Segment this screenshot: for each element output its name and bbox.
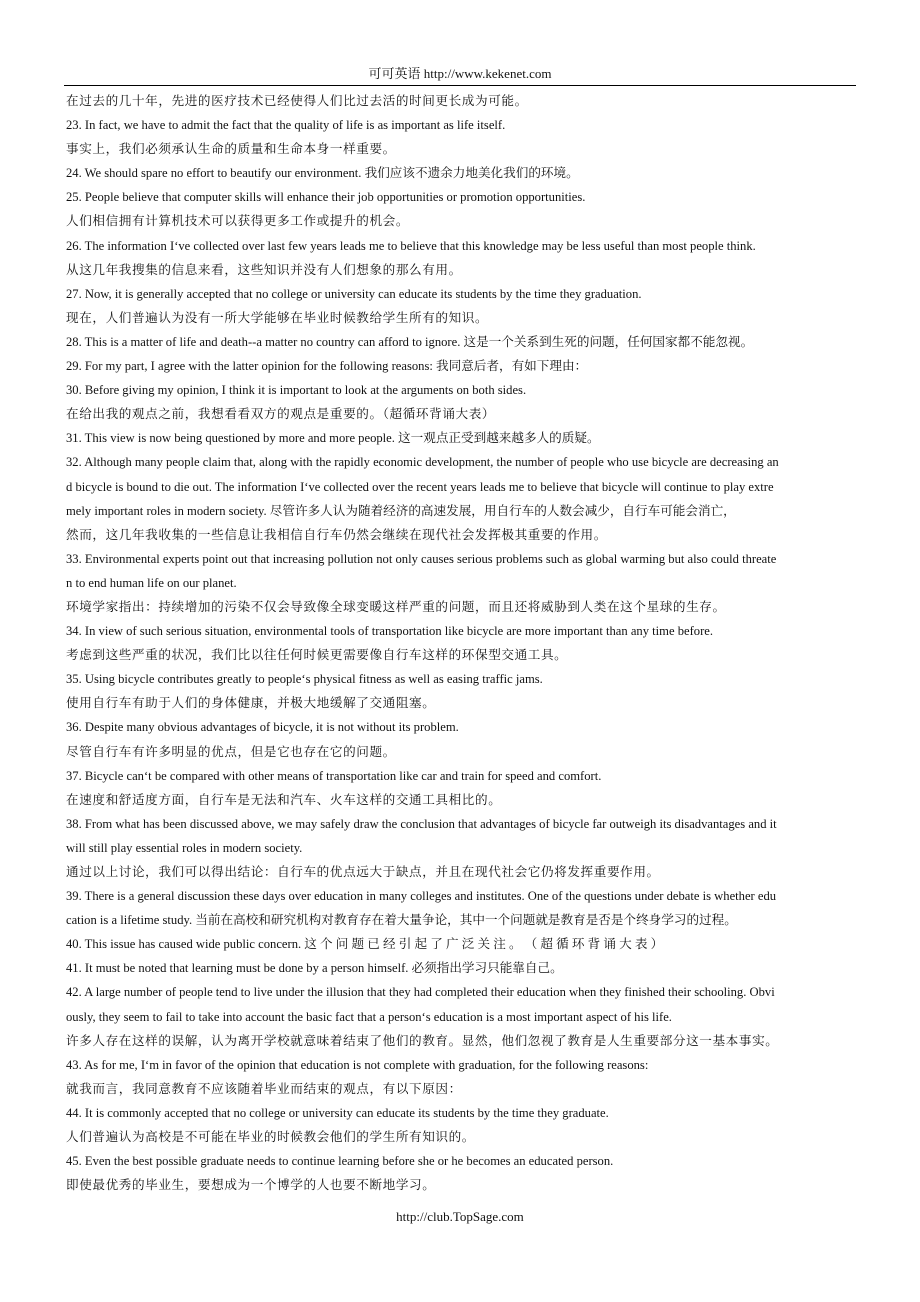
page-header: 可可英语 http://www.kekenet.com [368, 66, 552, 81]
text-line: d bicycle is bound to die out. The information I‘ve collected over the recent years leads me to believe that bicycle will continue to play extre [66, 479, 774, 494]
document-body [66, 89, 856, 1197]
text-line: 42. A large number of people tend to live under the illusion that they had completed their education when they finished their schooling. Obvi [66, 985, 775, 1000]
text-line: 从这几年我搜集的信息来看，这些知识并没有人们想象的那么有用。 [66, 262, 462, 277]
text-line: 41. It must be noted that learning must be done by a person himself. 必须指出学习只能靠自己。 [66, 961, 563, 976]
text-line: 现在，人们普遍认为没有一所大学能够在毕业时候教给学生所有的知识。 [66, 310, 489, 325]
text-line: 就我而言，我同意教育不应该随着毕业而结束的观点，有以下原因： [66, 1081, 462, 1096]
text-line: 在给出我的观点之前，我想看看双方的观点是重要的。（超循环背诵大表） [66, 407, 496, 422]
text-line: 24. We should spare no effort to beautify our environment. 我们应该不遗余力地美化我们的环境。 [66, 166, 579, 181]
text-line: 环境学家指出：持续增加的污染不仅会导致像全球变暖这样严重的问题，而且还将威胁到人类在这个星球的生存。 [66, 599, 726, 614]
page-footer: http://club.TopSage.com [396, 1209, 524, 1224]
text-line: 使用自行车有助于人们的身体健康，并极大地缓解了交通阻塞。 [66, 696, 436, 711]
text-line: 40. This issue has caused wide public concern. 这 个 问 题 已 经 引 起 了 广 泛 关 注 。 （ 超 循 环 背 诵 大 表 ） [66, 937, 664, 952]
text-line: 事实上，我们必须承认生命的质量和生命本身一样重要。 [66, 142, 396, 157]
text-line: 35. Using bicycle contributes greatly to people‘s physical fitness as well as easing traffic jams. [66, 672, 543, 687]
header-rule [64, 85, 856, 86]
text-line: 45. Even the best possible graduate needs to continue learning before she or he becomes an educated person. [66, 1154, 614, 1169]
text-line: ously, they seem to fail to take into account the basic fact that a person‘s education is a most important aspect of his life. [66, 1009, 672, 1024]
text-line: 32. Although many people claim that, along with the rapidly economic development, the number of people who use bicycle are decreasing an [66, 455, 779, 470]
text-line: 25. People believe that computer skills will enhance their job opportunities or promotion opportunities. [66, 190, 586, 205]
text-line: 人们普遍认为高校是不可能在毕业的时候教会他们的学生所有知识的。 [66, 1130, 476, 1145]
text-line: will still play essential roles in modern society. [66, 840, 303, 855]
text-line: 31. This view is now being questioned by more and more people. 这一观点正受到越来越多人的质疑。 [66, 431, 600, 446]
text-line: 然而，这几年我收集的一些信息让我相信自行车仍然会继续在现代社会发挥极其重要的作用。 [66, 527, 607, 542]
text-line: 37. Bicycle can‘t be compared with other means of transportation like car and train for speed and comfort. [66, 768, 602, 783]
text-line: 即使最优秀的毕业生，要想成为一个博学的人也要不断地学习。 [66, 1178, 436, 1193]
text-line: n to end human life on our planet. [66, 575, 237, 590]
text-line: 许多人存在这样的误解，认为离开学校就意味着结束了他们的教育。显然，他们忽视了教育是人生重要部分这一基本事实。 [66, 1033, 779, 1048]
text-line: 44. It is commonly accepted that no college or university can educate its students by the time they graduate. [66, 1105, 609, 1120]
text-line: 26. The information I‘ve collected over last few years leads me to believe that this knowledge may be less useful than most people think. [66, 238, 756, 253]
text-line: 38. From what has been discussed above, we may safely draw the conclusion that advantages of bicycle far outweigh its disadvantages and it [66, 816, 777, 831]
text-line: 27. Now, it is generally accepted that no college or university can educate its students by the time they graduation. [66, 286, 642, 301]
text-line: 43. As for me, I‘m in favor of the opinion that education is not complete with graduation, for the following reasons: [66, 1057, 649, 1072]
text-line: 39. There is a general discussion these days over education in many colleges and institutes. One of the questions under debate is whether edu [66, 889, 777, 904]
text-line: 人们相信拥有计算机技术可以获得更多工作或提升的机会。 [66, 214, 410, 229]
text-line: 在速度和舒适度方面，自行车是无法和汽车、火车这样的交通工具相比的。 [66, 792, 502, 807]
text-line: 34. In view of such serious situation, environmental tools of transportation like bicycle are more important than any time before. [66, 624, 714, 639]
text-line: 30. Before giving my opinion, I think it is important to look at the arguments on both sides. [66, 383, 527, 398]
text-line: 考虑到这些严重的状况，我们比以往任何时候更需要像自行车这样的环保型交通工具。 [66, 648, 568, 663]
text-line: 在过去的几十年，先进的医疗技术已经使得人们比过去活的时间更长成为可能。 [66, 94, 528, 108]
text-line: 通过以上讨论，我们可以得出结论：自行车的优点远大于缺点，并且在现代社会它仍将发挥重要作用。 [66, 865, 660, 879]
text-line: mely important roles in modern society. 尽管许多人认为随着经济的高速发展，用自行车的人数会减少，自行车可能会消亡， [66, 503, 736, 518]
text-line: 28. This is a matter of life and death--a matter no country can afford to ignore. 这是一个关系到生死的问题，任何国家都不能忽视。 [66, 334, 754, 349]
text-line: 尽管自行车有许多明显的优点，但是它也存在它的问题。 [66, 744, 396, 759]
text-line: 36. Despite many obvious advantages of bicycle, it is not without its problem. [66, 720, 459, 735]
text-line: 33. Environmental experts point out that increasing pollution not only causes serious problems such as global warming but also could threate [66, 551, 777, 566]
text-line: 23. In fact, we have to admit the fact that the quality of life is as important as life itself. [66, 118, 506, 133]
text-line: cation is a lifetime study. 当前在高校和研究机构对教育存在着大量争论，其中一个问题就是教育是否是个终身学习的过程。 [66, 913, 737, 928]
text-line: 29. For my part, I agree with the latter opinion for the following reasons: 我同意后者，有如下理由： [66, 359, 588, 374]
